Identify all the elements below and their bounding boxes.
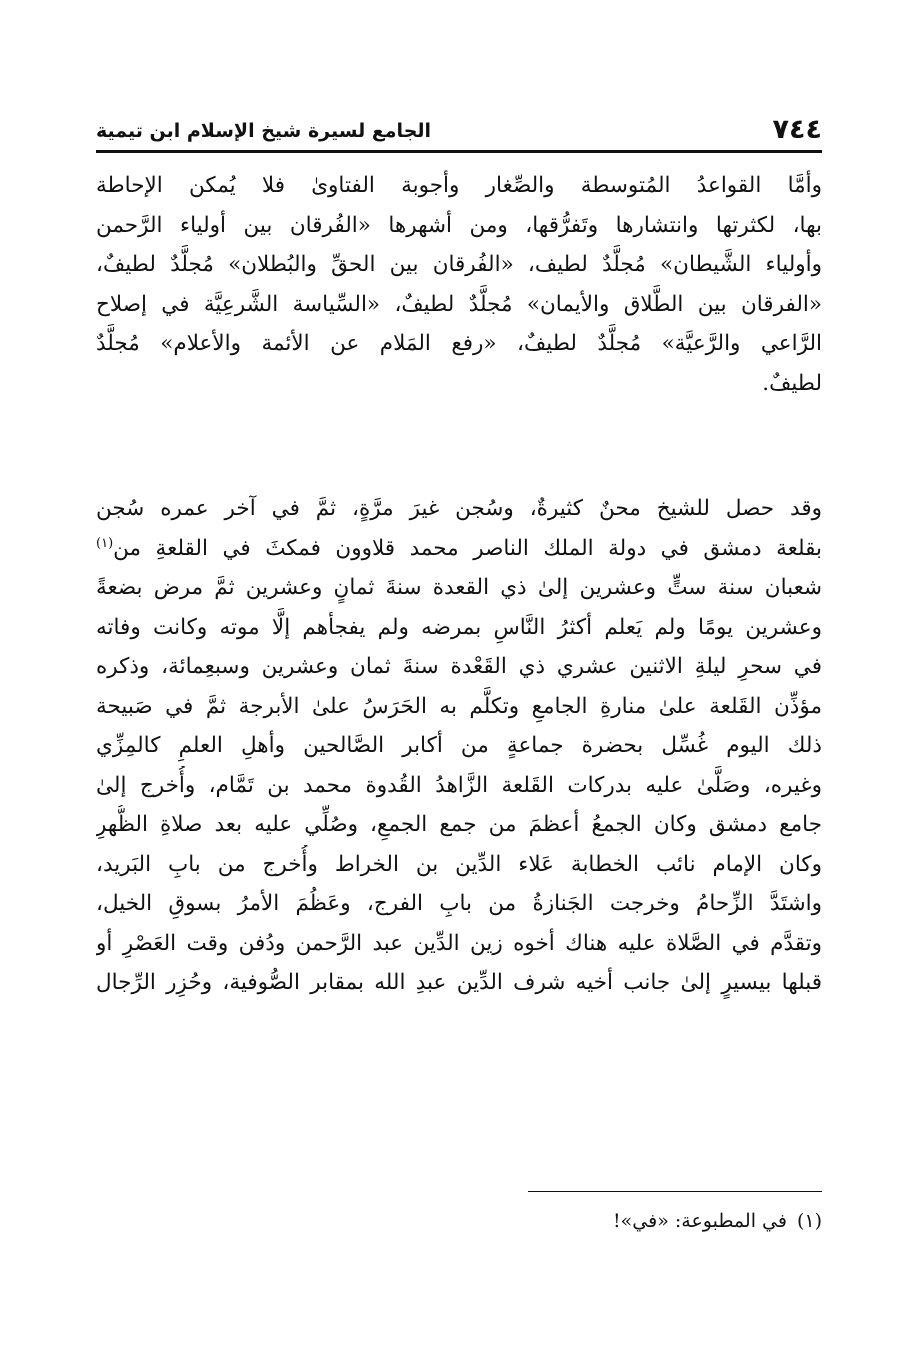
header-rule <box>96 150 822 153</box>
footnote-separator <box>528 1191 822 1192</box>
text-line: وأولياء الشَّيطان» مُجلَّدٌ لطيف، «الفُرقان بين الحقِّ والبُطلان» مُجلَّدٌ لطيفٌ، <box>96 252 822 277</box>
footnote-number: (١) <box>796 1210 822 1232</box>
footnote <box>613 1206 822 1236</box>
text-line: وأمَّا القواعدُ المُتوسطة والصِّغار وأجوبة الفتاوىٰ فلا يُمكن الإحاطة <box>96 173 822 198</box>
text-line: وغيره، وصَلَّىٰ عليه بدركات القَلعة الزَّاهدُ القُدوة محمد بن تَمَّام، وأُخرج إلىٰ <box>96 772 822 798</box>
text-segment: بقلعة دمشق في دولة الملك الناصر محمد قلاوون فمكثَ في القلعةِ من <box>113 535 822 561</box>
footnote-reference: (١) <box>96 535 114 551</box>
text-line: في سحرِ ليلةِ الاثنين عشري ذي القَعْدة سنةَ ثمان وعشرين وسبعِمائة، وذكره <box>96 654 822 679</box>
text-line: ذلك اليوم غُسِّل بحضرة جماعةٍ من أكابر الصَّالحين وأهلِ العلمِ كالمِزِّي <box>96 733 822 758</box>
page-header <box>96 112 822 152</box>
text-line: قبلها بيسيرٍ إلىٰ جانب أخيه شرف الدِّين عبدِ الله بمقابر الصُّوفية، وحُزِر الرِّجال <box>96 970 822 995</box>
text-line: وتقدَّم في الصَّلاة عليه هناك أخوه زين الدِّين عبد الرَّحمن ودُفن وقت العَصْرِ أو <box>96 930 822 956</box>
paragraph-2 <box>96 489 822 1003</box>
text-line: لطيفٌ. <box>762 370 822 396</box>
text-line: وعشرين يومًا ولم يَعلم أكثرُ النَّاسِ بمرضه ولم يفجأهم إلَّا موته وكانت وفاته <box>96 614 822 640</box>
text-line: مؤذِّن القَلعة علىٰ منارةِ الجامعِ وتكلَّم به الحَرَسُ علىٰ الأبرجة ثمَّ في صَبيحة <box>96 693 822 719</box>
running-title: الجامع لسيرة شيخ الإسلام ابن تيمية <box>96 120 432 142</box>
text-line: الرَّاعي والرَّعيَّة» مُجلَّدٌ لطيفٌ، «رفع المَلام عن الأئمة والأعلام» مُجلَّدٌ <box>96 331 822 356</box>
text-line: وقد حصل للشيخ محنٌ كثيرةٌ، وسُجن غيرَ مرَّةٍ، ثمَّ في آخر عمره سُجن <box>96 496 822 521</box>
text-line: «الفرقان بين الطَّلاق والأيمان» مُجلَّدٌ لطيفٌ، «السِّياسة الشَّرعِيَّة في إصلاح <box>96 291 822 317</box>
paragraph-1 <box>96 166 822 403</box>
text-line-with-note <box>96 529 822 569</box>
footnote-text: في المطبوعة: «في»! <box>613 1210 787 1232</box>
text-line: جامع دمشق وكان الجمعُ أعظمَ من جمع الجمعِ، وصُلِّي عليه بعد صلاةِ الظُّهرِ <box>96 812 822 837</box>
page-number: ٧٤٤ <box>772 114 822 145</box>
text-line: بها، لكثرتها وانتشارها وتَفرُّقها، ومن أشهرها «الفُرقان بين أولياء الرَّحمن <box>96 212 822 238</box>
text-line: شعبان سنة ستٍّ وعشرين إلىٰ ذي القعدة سنةَ ثمانٍ وعشرين ثمَّ مرض بضعةً <box>96 575 822 600</box>
text-line: واشتَدَّ الزِّحامُ وخرجت الجَنازةُ من بابِ الفرج، وعَظُمَ الأمرُ بسوقِ الخيل، <box>96 891 822 916</box>
text-line: وكان الإمام نائب الخطابة عَلاء الدِّين بن الخراط وأُخرج من بابِ البَريد، <box>96 851 822 877</box>
